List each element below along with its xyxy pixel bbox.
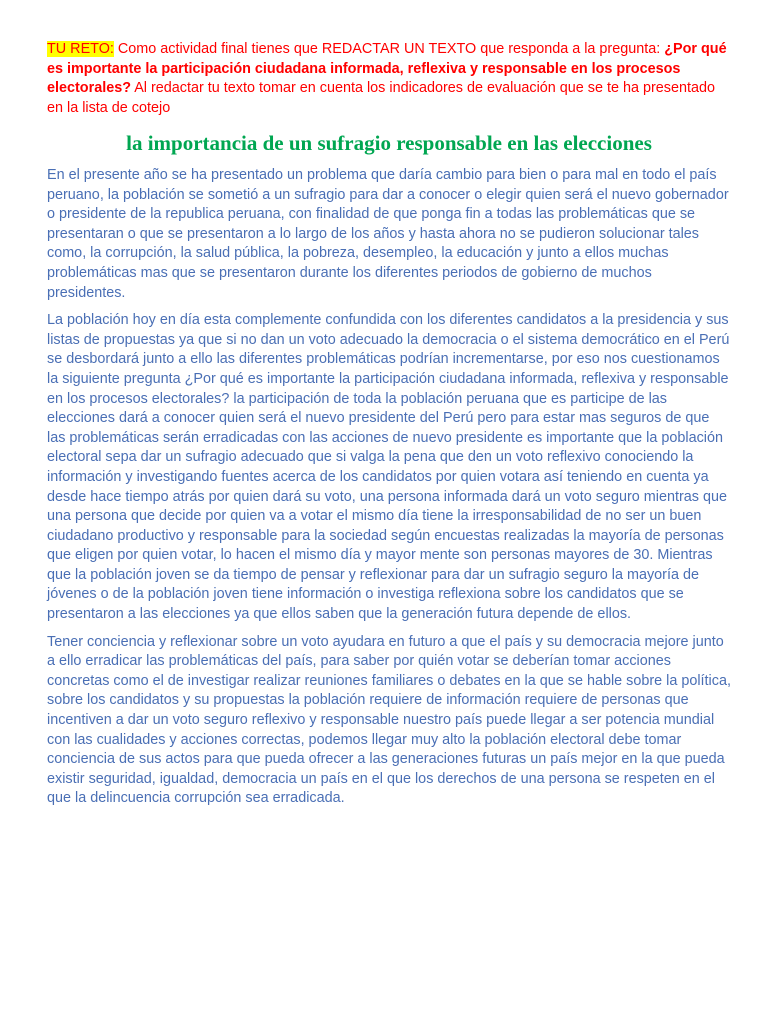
document-page <box>47 40 731 817</box>
challenge-evaluation-note: Al redactar tu texto tomar en cuenta los indicadores de evaluación que se te ha presentado en la lista de cotejo <box>47 80 715 116</box>
essay-paragraph-1: En el presente año se ha presentado un problema que daría cambio para bien o para mal en todo el país peruano, la población se sometió a un sufragio para dar a conocer o elegir quien será el nuevo gobernador o presidente de la republica peruana, con finalidad de que ponga fin a todas las problemáticas que se presentaran o que se presentaron a lo largo de los años y hasta ahora no se pudieron solucionar tales como, la corrupción, la salud pública, la pobreza, desempleo, la educación y junto a ellos muchas problemáticas mas que se presentaron durante los diferentes periodos de gobierno de muchos presidentes. <box>47 167 729 301</box>
essay-paragraph-3: Tener conciencia y reflexionar sobre un voto ayudara en futuro a que el país y su democracia mejore junto a ello erradicar las problemáticas del país, para saber por quién votar se deberían tomar acciones concretas como el de investigar realizar reuniones familiares o debates en la que se hable sobre la política, sobre los candidatos y su propuestas la población requiere de información requiere de personas que incentiven a dar un voto seguro reflexivo y responsable nuestro país puede llegar a ser potencia mundial con las cualidades y acciones correctas, podemos llegar muy alto la población electoral debe tomar conciencia de sus actos para que pueda ofrecer a las generaciones futuras un país mejor en la que pueda existir seguridad, igualdad, democracia un país en el que los derechos de una persona se respeten en el que la delincuencia corrupción sea erradicada. <box>47 633 731 807</box>
challenge-question: ¿Por qué es importante la participación ciudadana informada, reflexiva y responsable en los procesos electorales? <box>47 41 727 96</box>
challenge-label: TU RETO: <box>47 41 114 57</box>
essay-paragraph-2: La población hoy en día esta complemente confundida con los diferentes candidatos a la presidencia y sus listas de propuestas ya que si no dan un voto adecuado la democracia o el sistema democrático en el Perú se desbordará junto a ello las diferentes problemáticas podrían incrementarse, por eso nos cuestionamos la siguiente pregunta ¿Por qué es importante la participación ciudadana informada, reflexiva y responsable en los procesos electorales? la participación de toda la población peruana que es participe de las elecciones dará a conocer quien será el nuevo presidente del Perú pero para estar mas seguros de que las problemáticas serán erradicadas con las acciones de nuevo presidente es importante que la población electoral sepa dar un sufragio adecuado que si valga la pena que den un voto reflexivo conociendo la información y investigando fuentes acerca de los candidatos por quien votara así teniendo en cuenta ya desde hace tiempo atrás por quien dará su voto, una persona informada dará un voto seguro mientras que una persona que decide por quien va a votar el mismo día tiene la irresponsabilidad de no ser un buen ciudadano productivo y responsable para la sociedad según encuestas realizadas la mayoría de personas que eligen por quien votar, lo hacen el mismo día y mayor mente son personas mayores de 30. Mientras que la población joven se da tiempo de pensar y reflexionar para dar un sufragio seguro la mayoría de jóvenes o de la población joven tiene información o investiga reflexiona sobre los candidatos que se presentaron a las elecciones ya que ellos saben que la generación futura depende de ellos. <box>47 312 730 623</box>
essay-title: la importancia de un sufragio responsable en las elecciones <box>126 131 652 155</box>
challenge-text: Como actividad final tienes que REDACTAR UN TEXTO que responda a la pregunta: <box>113 41 665 57</box>
challenge-instruction <box>47 40 731 118</box>
